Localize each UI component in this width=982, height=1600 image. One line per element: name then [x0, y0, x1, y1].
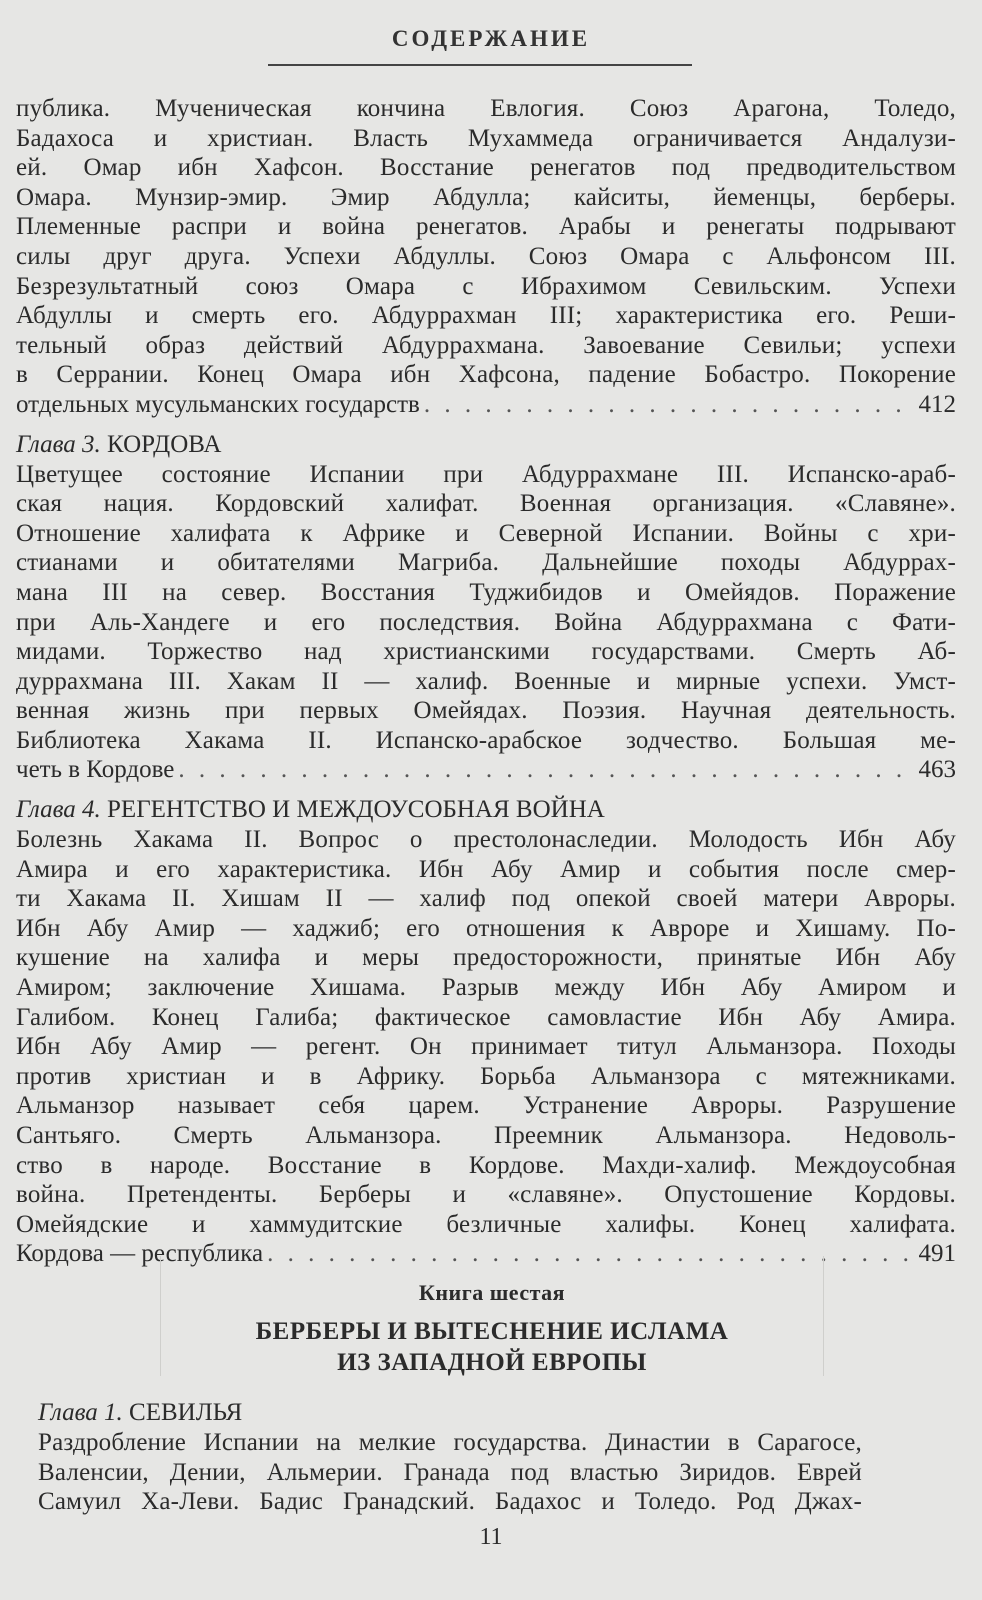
text-line: Омейядские и хаммудитские безличные халифы. Конец халифата. — [16, 1210, 956, 1238]
text-line: мидами. Торжество над христианскими государствами. Смерть Аб- — [16, 638, 956, 666]
text-line: Самуил Ха-Леви. Бадис Гранадский. Бадахос и Толедо. Род Джах- — [38, 1488, 862, 1516]
chapter-heading — [38, 1398, 862, 1428]
text-line: публика. Мученическая кончина Евлогия. Союз Арагона, Толедо, — [16, 95, 956, 122]
text-line: при Аль-Хандеге и его последствия. Война Абдуррахмана с Фати- — [16, 608, 956, 636]
text-line: кушение на халифа и меры предосторожности, принятые Ибн Абу — [16, 944, 956, 972]
text-line: Племенные распри и война ренегатов. Арабы и ренегаты подрывают — [16, 213, 956, 241]
dot-leader — [178, 755, 914, 785]
chapter-label: Глава 1. — [38, 1399, 123, 1426]
text-line: Омара. Мунзир-эмир. Эмир Абдулла; кайситы, йеменцы, берберы. — [16, 183, 956, 211]
text-line: Сантьяго. Смерть Альманзора. Преемник Альманзора. Недоволь- — [16, 1122, 956, 1149]
chapter-title: КОРДОВА — [107, 430, 222, 458]
text-line: ти Хакама II. Хишам II — халиф под опекой своей матери Авроры. — [16, 885, 956, 913]
text-line: Библиотека Хакама II. Испанско-арабское зодчество. Большая ме- — [16, 726, 956, 754]
text-line: Цветущее состояние Испании при Абдуррахмане III. Испанско-араб- — [16, 460, 956, 488]
text-line: стианами и обитателями Магриба. Дальнейшие походы Абдуррах- — [16, 549, 956, 577]
text-line: ей. Омар ибн Хафсон. Восстание ренегатов под предводительством — [16, 154, 956, 182]
text-line: четь в Кордове — [16, 756, 175, 784]
page-reference: 491 — [918, 1240, 956, 1268]
chapter-heading — [16, 795, 956, 825]
text-line: Раздробление Испании на мелкие государства. Династии в Сарагосе, — [38, 1429, 862, 1456]
text-line: Отношение халифата к Африке и Северной Испании. Войны с хри- — [16, 519, 956, 547]
page-reference: 412 — [918, 390, 956, 418]
running-head: СОДЕРЖАНИЕ — [391, 26, 591, 51]
text-line: Альманзор называет себя царем. Устранение Авроры. Разрушение — [16, 1092, 956, 1120]
text-line: отдельных мусульманских государств — [16, 390, 420, 418]
text-line: Амира и его характеристика. Ибн Абу Амир и события после смер- — [16, 855, 956, 883]
text-line: Болезнь Хакама II. Вопрос о престолонаследии. Молодость Ибн Абу — [16, 826, 956, 854]
chapter-label: Глава 3. — [16, 430, 101, 458]
toc-entry-chapter-3 — [16, 430, 956, 786]
text-line: Галибом. Конец Галиба; фактическое самовластие Ибн Абу Амира. — [16, 1003, 956, 1031]
text-line: в Серрании. Конец Омара ибн Хафсона, падение Бобастро. Покорение — [16, 361, 956, 389]
dot-leader — [424, 390, 915, 420]
chapter-heading — [16, 430, 956, 460]
text-line: война. Претенденты. Берберы и «славяне». Опустошение Кордовы. — [16, 1181, 956, 1209]
text-line: Амиром; заключение Хишама. Разрыв между Ибн Абу Амиром и — [16, 974, 956, 1002]
text-line: мана III на север. Восстания Туджибидов и Омейядов. Поражение — [16, 578, 956, 606]
text-line: ство в народе. Восстание в Кордове. Махди-халиф. Междоусобная — [16, 1151, 956, 1179]
text-line: против христиан и в Африку. Борьба Альманзора с мятежниками. — [16, 1062, 956, 1090]
text-line: Валенсии, Дении, Альмерии. Гранада под властью Зиридов. Еврей — [38, 1458, 862, 1486]
book-heading-block — [160, 1256, 824, 1376]
chapter-label: Глава 4. — [16, 796, 101, 824]
toc-entry-last-line — [16, 390, 956, 420]
toc-entry-chapter-4 — [16, 795, 956, 1269]
toc-entry-book6-chapter-1 — [38, 1388, 862, 1517]
book-title — [161, 1316, 823, 1378]
book-title-line: ИЗ ЗАПАДНОЙ ЕВРОПЫ — [337, 1349, 647, 1376]
text-line: тельный образ действий Абдуррахмана. Завоевание Севильи; успехи — [16, 331, 956, 359]
text-line: дуррахмана III. Хакам II — халиф. Военные и мирные успехи. Умст- — [16, 667, 956, 695]
page-number: 11 — [479, 1524, 503, 1550]
page-reference: 463 — [918, 756, 956, 784]
contents-upper — [16, 94, 956, 1269]
text-line: Ибн Абу Амир — хаджиб; его отношения к Авроре и Хишаму. По- — [16, 914, 956, 942]
text-line: ская нация. Кордовский халифат. Военная организация. «Славяне». — [16, 490, 956, 518]
text-line: Безрезультатный союз Омара с Ибрахимом Севильским. Успехи — [16, 272, 956, 300]
text-line: Абдуллы и смерть его. Абдуррахман III; характеристика его. Реши- — [16, 302, 956, 330]
header-rule — [268, 64, 692, 66]
text-line: силы друг друга. Успехи Абдуллы. Союз Омара с Альфонсом III. — [16, 242, 956, 270]
toc-entry-last-line — [16, 755, 956, 785]
book-title-line: БЕРБЕРЫ И ВЫТЕСНЕНИЕ ИСЛАМА — [255, 1318, 729, 1345]
text-line: венная жизнь при первых Омейядах. Поэзия. Научная деятельность. — [16, 697, 956, 725]
text-line: Кордова — республика — [16, 1240, 264, 1268]
book-label: Книга шестая — [418, 1280, 566, 1305]
chapter-title: СЕВИЛЬЯ — [129, 1399, 243, 1426]
chapter-title: РЕГЕНТСТВО И МЕЖДОУСОБНАЯ ВОЙНА — [107, 796, 605, 824]
text-line: Бадахоса и христиан. Власть Мухаммеда ограничивается Андалузи- — [16, 124, 956, 152]
text-line: Ибн Абу Амир — регент. Он принимает титул Альманзора. Походы — [16, 1033, 956, 1061]
section-continued — [16, 94, 956, 420]
